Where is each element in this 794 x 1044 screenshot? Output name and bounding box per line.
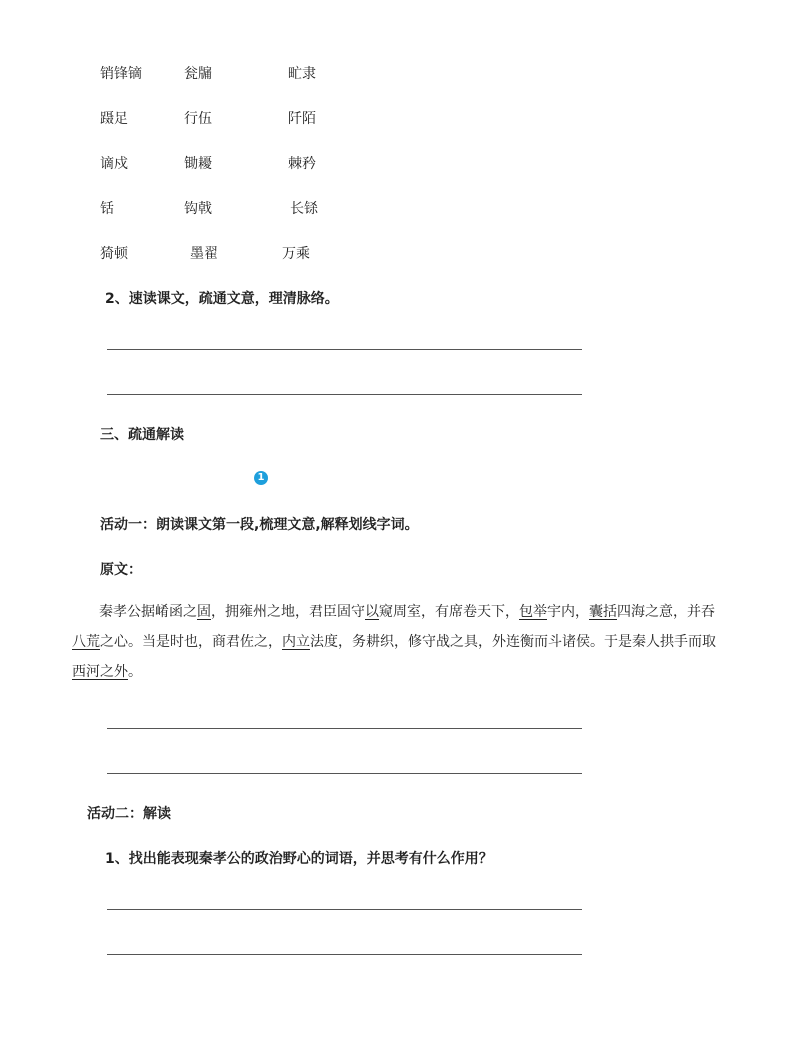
answer-line[interactable]: [107, 773, 582, 774]
vocab-word: 猗顿: [100, 246, 128, 262]
underlined-word: 以: [365, 604, 379, 620]
underlined-word: 囊括: [589, 604, 617, 620]
vocab-word: 阡陌: [288, 111, 316, 127]
original-label: 原文：: [100, 562, 142, 578]
text-span: 法度，务耕织，修守战之具，外连衡而斗诸侯。于是秦人拱手而取: [310, 634, 716, 650]
vocab-word: 墨翟: [190, 246, 218, 262]
answer-line[interactable]: [107, 728, 582, 729]
text-span: 秦孝公据崤函之: [99, 604, 197, 620]
section-title: 三、疏通解读: [100, 427, 184, 443]
vocab-word: 钩戟: [184, 201, 212, 217]
text-span: 。: [128, 664, 142, 680]
vocab-word: 谪戍: [100, 156, 128, 172]
vocab-word: 瓮牖: [184, 66, 212, 82]
vocab-word: 销锋镝: [100, 66, 142, 82]
answer-line[interactable]: [107, 954, 582, 955]
vocab-word: 棘矜: [288, 156, 316, 172]
number-marker-icon: 1: [254, 471, 268, 485]
vocab-word: 行伍: [184, 111, 212, 127]
vocab-word: 蹑足: [100, 111, 128, 127]
text-span: 四海之意，并吞: [617, 604, 715, 620]
underlined-word: 内立: [282, 634, 310, 650]
text-span: 之心。当是时也，商君佐之，: [100, 634, 282, 650]
answer-line[interactable]: [107, 909, 582, 910]
vocab-word: 万乘: [282, 246, 310, 262]
underlined-word: 西河之外: [72, 664, 128, 680]
answer-line[interactable]: [107, 394, 582, 395]
underlined-word: 八荒: [72, 634, 100, 650]
answer-line[interactable]: [107, 349, 582, 350]
question-1: 1、找出能表现秦孝公的政治野心的词语，并思考有什么作用？: [105, 851, 493, 867]
original-text: [72, 597, 727, 687]
underlined-word: 固: [197, 604, 211, 620]
text-span: 宇内，: [547, 604, 589, 620]
question-skim: 2、速读课文，疏通文意，理清脉络。: [105, 291, 339, 307]
text-span: 窥周室，有席卷天下，: [379, 604, 519, 620]
underlined-word: 包举: [519, 604, 547, 620]
activity2-title: 活动二：解读: [87, 806, 171, 822]
activity1-title: 活动一：朗读课文第一段,梳理文意,解释划线字词。: [100, 517, 419, 533]
vocab-word: 长铩: [290, 201, 318, 217]
text-span: ，拥雍州之地，君臣固守: [211, 604, 365, 620]
vocab-word: 甿隶: [288, 66, 316, 82]
vocab-word: 锄耰: [184, 156, 212, 172]
vocab-word: 铦: [100, 201, 114, 217]
